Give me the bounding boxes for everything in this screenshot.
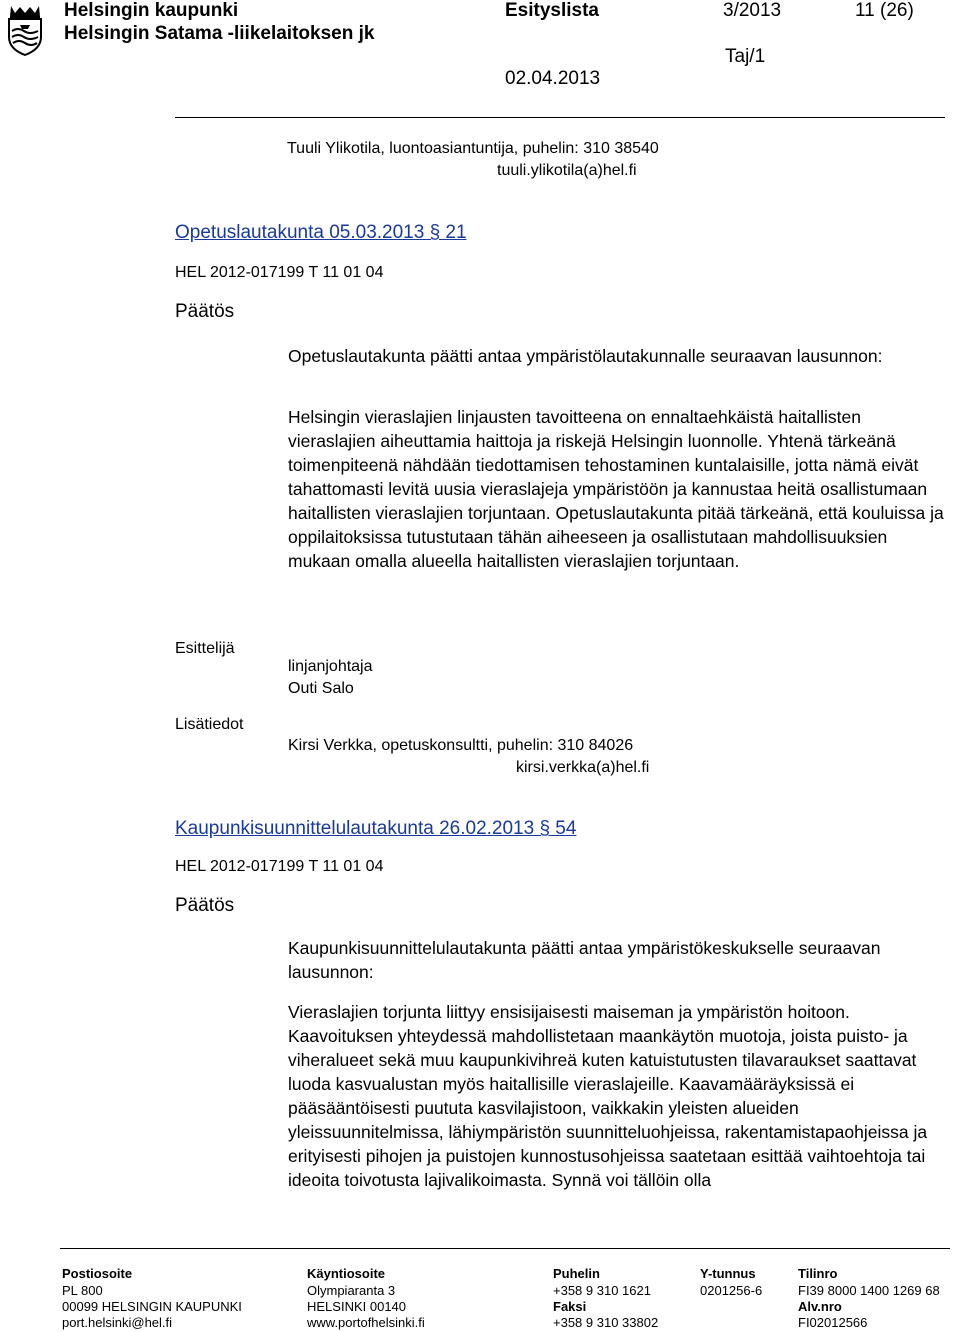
decision-intro: Kaupunkisuunnittelulautakunta päätti antaa ympäristökeskukselle seuraavan lausunnon: [288, 938, 881, 982]
page-number: 11 (26) [855, 0, 914, 21]
helsinki-coat-of-arms-icon [3, 3, 47, 57]
doc-type: Esityslista [505, 0, 599, 21]
info-email: kirsi.verkka(a)hel.fi [516, 759, 650, 776]
footer-phone: +358 9 310 1621 [553, 1283, 651, 1298]
footer-email[interactable]: port.helsinki@hel.fi [62, 1315, 173, 1330]
footer-divider [60, 1248, 950, 1249]
footer-account-heading: Tilinro [798, 1266, 838, 1281]
footer-vat: FI02012566 [798, 1315, 868, 1330]
label-decision: Päätös [175, 301, 235, 322]
footer-post-box: PL 800 [62, 1283, 103, 1298]
footer-visit-heading: Käyntiosoite [307, 1266, 386, 1281]
footer-business-id-heading: Y-tunnus [700, 1266, 756, 1281]
org-name: Helsingin kaupunki [64, 0, 239, 21]
case-reference: HEL 2012-017199 T 11 01 04 [175, 858, 384, 875]
footer-visit-city: HELSINKI 00140 [307, 1299, 407, 1314]
org-unit: Helsingin Satama -liikelaitoksen jk [64, 23, 375, 44]
presenter-title: linjanjohtaja [288, 658, 373, 675]
footer-fax: +358 9 310 33802 [553, 1315, 659, 1330]
decision-intro: Opetuslautakunta päätti antaa ympäristölautakunnalle seuraavan lausunnon: [288, 346, 883, 366]
footer-website[interactable]: www.portofhelsinki.fi [307, 1315, 425, 1330]
contact-line: Tuuli Ylikotila, luontoasiantuntija, puhelin: 310 38540 [287, 140, 659, 157]
section-link-kaupunkisuunnittelulautakunta[interactable]: Kaupunkisuunnittelulautakunta 26.02.2013 § 54 [175, 818, 577, 839]
footer-vat-heading: Alv.nro [798, 1299, 842, 1314]
footer-post-heading: Postiosoite [62, 1266, 133, 1281]
doc-number: 3/2013 [723, 0, 782, 21]
footer-fax-heading: Faksi [553, 1299, 587, 1314]
section-code: Taj/1 [725, 46, 766, 67]
contact-email: tuuli.ylikotila(a)hel.fi [497, 162, 637, 179]
presenter-name: Outi Salo [288, 680, 354, 697]
doc-date: 02.04.2013 [505, 68, 601, 89]
section-link-opetuslautakunta[interactable]: Opetuslautakunta 05.03.2013 § 21 [175, 222, 467, 243]
footer-post-city: 00099 HELSINGIN KAUPUNKI [62, 1299, 242, 1314]
header-divider [175, 117, 945, 118]
case-reference: HEL 2012-017199 T 11 01 04 [175, 264, 384, 281]
decision-body: Vieraslajien torjunta liittyy ensisijaisesti maiseman ja ympäristön hoitoon. Kaavoituksen yhteydessä mahdollistetaan maankäytön muotoja, joista puisto- ja viheralueet sekä muu kaupunkivihreä kuten katuistutusten tilavaraukset saattavat luoda kasvualustan myös haitallisille vieraslajeille. Kaavamääräyksissä ei pääsääntöisesti puututa kasvilajistoon, vaikkakin yleisten alueiden yleissuunnitelmissa, lähiympäristön suunnitteluohjeissa, rakentamistapaohjeissa ja erityisesti pihojen ja puistojen kunnostusohjeissa saatetaan esittää vaihtoehtoja tai ideoita toivotusta lajivalikoimasta. Synnä voi tällöin olla [288, 1002, 928, 1190]
label-info: Lisätiedot [175, 716, 244, 733]
label-decision: Päätös [175, 895, 235, 916]
label-presenter: Esittelijä [175, 640, 235, 657]
footer-account: FI39 8000 1400 1269 68 [798, 1283, 940, 1298]
footer-business-id: 0201256-6 [700, 1283, 763, 1298]
footer-phone-heading: Puhelin [553, 1266, 600, 1281]
footer-visit-street: Olympiaranta 3 [307, 1283, 396, 1298]
info-contact: Kirsi Verkka, opetuskonsultti, puhelin: 310 84026 [288, 737, 634, 754]
decision-body: Helsingin vieraslajien linjausten tavoitteena on ennaltaehkäistä haitallisten vieraslajien aiheuttamia haittoja ja riskejä Helsingin luonnolle. Yhtenä tärkeänä toimenpiteenä nähdään tiedottamisen tehostaminen kuntalaisille, jotta nämä eivät tahattomasti levitä uusia vieraslajeja ympäristöön ja kannustaa heitä osallistumaan haitallisten vieraslajien torjuntaan. Opetuslautakunta pitää tärkeänä, että kouluissa ja oppilaitoksissa tutustutaan tähän aiheeseen ja osallistutaan mahdollisuuksien mukaan omalla alueella haitallisten vieraslajien torjuntaan. [288, 407, 944, 571]
